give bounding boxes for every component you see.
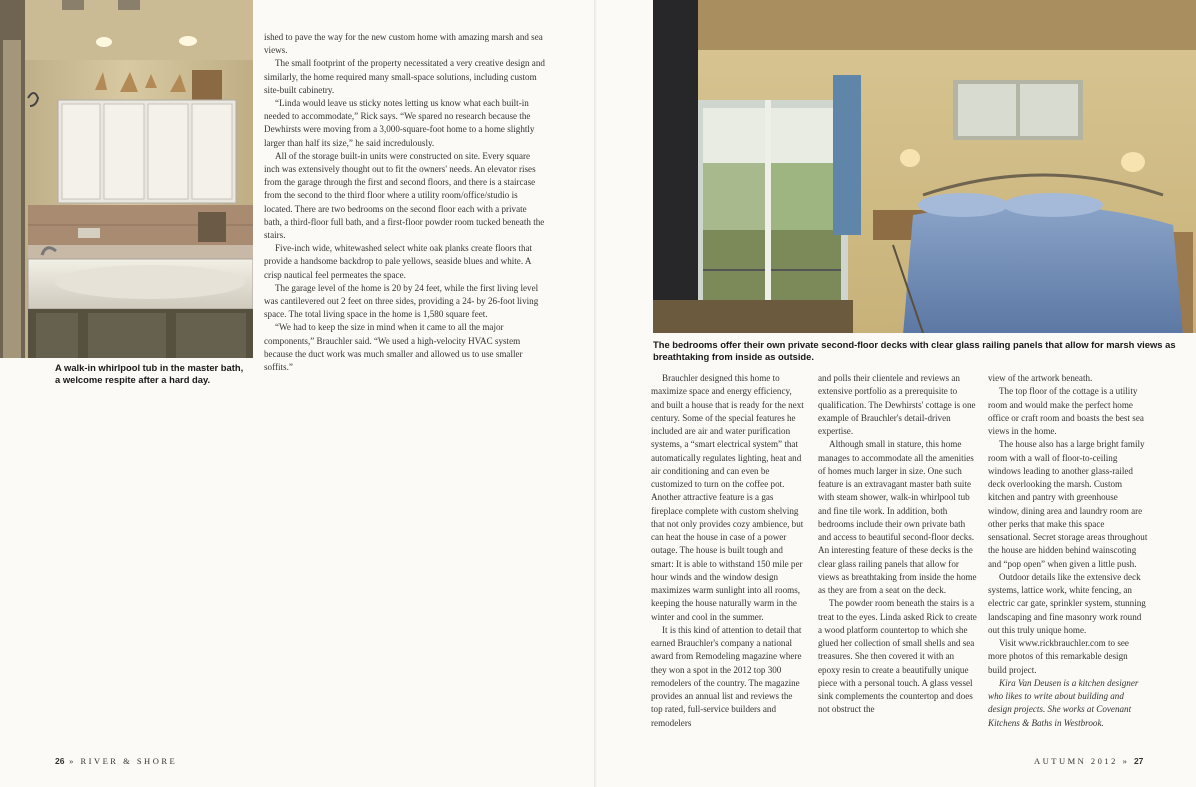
right-page	[598, 0, 1196, 787]
paragraph: The small footprint of the property necessitated a very creative design and similarly, the home required many small-space solutions, including custom site-built cabinetry.	[264, 58, 545, 95]
paragraph: “We had to keep the size in mind when it came to all the major components,” Brauchler said. “We used a high-velocity HVAC system because the duct work was much smaller and allowed us to use smaller soffits.”	[264, 322, 523, 373]
page-number: 27	[1133, 756, 1144, 766]
article-column-3	[988, 372, 1148, 730]
bedroom-photo-illustration	[653, 0, 1196, 333]
paragraph: “Linda would leave us sticky notes letting us know what each built-in needed to accommodate,” Rick says. “We spared no research because the Dewhirsts were moving from a 3,000-square-foot home to a home slightly larger than half its size,” he said incredulously.	[264, 98, 535, 148]
page-number: 26	[55, 756, 65, 766]
left-article-text	[264, 31, 546, 374]
paragraph: Brauchler designed this home to maximize space and energy efficiency, and built a house that is ready for the next century. Some of the special features he included are air and water purification systems, a “smart electrical system” that automatically regulates lighting, heat and air conditioning and can even be customized to turn on the coffee pot. Another attractive feature is a gas fireplace complete with custom shelving that not only provides cozy ambience, but can heat the house in case of a power outage. The house is built tough and smart: It is able to withstand 150 mile per hour winds and the window design maximizes warm sunlight into all rooms, keeping the house naturally warm in the winter and cool in the summer.	[651, 373, 804, 622]
paragraph: All of the storage built-in units were constructed on site. Every square inch was extensively thought out to fit the owners' needs. An elevator rises from the garage through the first and second floors, and there is a staircase from the second to the third floor where a utility room/office/studio is located. There are two bedrooms on the second floor each with a private bath, a third-floor full bath, and a first-floor powder room tucked beneath the stairs.	[264, 150, 545, 241]
paragraph: and polls their clientele and reviews an extensive portfolio as a prerequisite to qualification. The Dewhirsts' cottage is one example of Brauchler's detail-driven expertise.	[818, 373, 976, 436]
paragraph: The top floor of the cottage is a utility room and would make the perfect home office or craft room and boasts the best sea views in the home.	[988, 386, 1144, 436]
paragraph: It is this kind of attention to detail that earned Brauchler's company a national award from Remodeling magazine where they won a spot in the 2012 top 300 remodelers of the country. The magazine provides an annual list and reviews the top rated, full-service builders and remodelers	[651, 624, 802, 728]
bath-photo-illustration	[0, 0, 253, 358]
issue-season: AUTUMN 2012	[1034, 756, 1118, 766]
paragraph: The garage level of the home is 20 by 24 feet, while the first living level was cantilevered out 2 feet on three sides, providing a 24- by 26-foot living space. The total living space in the home is 1,580 square feet.	[264, 282, 539, 320]
paragraph: ished to pave the way for the new custom home with amazing marsh and sea views.	[264, 32, 543, 56]
bedroom-photo	[653, 0, 1196, 333]
paragraph: The powder room beneath the stairs is a treat to the eyes. Linda asked Rick to create a wood platform countertop to which she glued her collection of small shells and sea treasures. She then covered it with an epoxy resin to create a beautifully unique piece with a personal touch. A glass vessel sink complements the countertop and does not obstruct the	[818, 598, 977, 715]
bath-photo	[0, 0, 253, 358]
right-folio	[1034, 756, 1143, 766]
left-folio	[55, 756, 177, 766]
folio-separator: »	[69, 756, 76, 766]
folio-separator: »	[1122, 756, 1130, 766]
paragraph: Outdoor details like the extensive deck systems, lattice work, white fencing, an electric car gate, sprinkler system, stunning landscaping and fine masonry work round out this truly unique home.	[988, 571, 1146, 635]
paragraph: Although small in stature, this home manages to accommodate all the amenities of homes much larger in size. One such feature is an extravagant master bath suite with steam shower, walk-in whirlpool tub and fine tile work. In addition, both bedrooms include their own private bath and access to beautiful second-floor decks. An interesting feature of these decks is the clear glass railing panels that allow for views as breathtaking from inside the home as they are from a seat on the deck.	[818, 439, 977, 595]
paragraph: Five-inch wide, whitewashed select white oak planks create floors that provide a handsome backdrop to pale yellows, seaside blues and white. A crisp nautical feel permeates the space.	[264, 243, 533, 280]
article-column-2	[818, 372, 978, 717]
author-bio: Kira Van Deusen is a kitchen designer who likes to write about building and design projects. She works at Covenant Kitchens & Baths in Westbrook.	[988, 677, 1139, 728]
article-column-1	[651, 372, 806, 730]
bath-photo-caption: A walk-in whirlpool tub in the master bath, a welcome respite after a hard day.	[55, 362, 244, 385]
bedroom-photo-caption: The bedrooms offer their own private second-floor decks with clear glass railing panels that allow for marsh views as breathtaking from inside as outside.	[653, 339, 1176, 362]
magazine-name: RIVER & SHORE	[80, 756, 178, 766]
paragraph: Visit www.rickbrauchler.com to see more photos of this remarkable design build project.	[988, 638, 1129, 675]
paragraph: The house also has a large bright family room with a wall of floor-to-ceiling windows leading to another glass-railed deck overlooking the marsh. Custom kitchen and pantry with greenhouse window, dining area and laundry room are other perks that make this space sensational. Secret storage areas throughout the house are hidden behind wainscoting and “pop open” when given a little push.	[988, 439, 1148, 569]
paragraph: view of the artwork beneath.	[988, 373, 1093, 383]
